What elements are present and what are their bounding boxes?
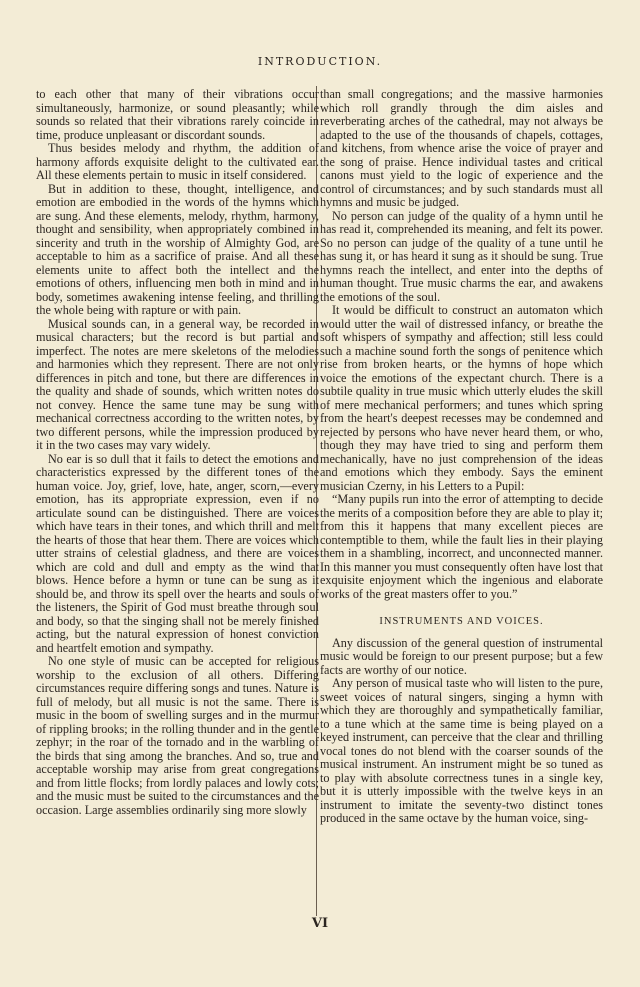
- paragraph: than small congregations; and the massive harmonies which roll grandly through the dim aisles and reverberating arches of the cathedral, may not always be adapted to the use of the thousands of chapels, cottages, and kitchens, from whence arise the voice of prayer and the song of praise. Hence individual tastes and critical canons must yield to the logic of experience and the control of circumstances; and by such standards must all hymns and music be judged.: [320, 87, 603, 209]
- right-column: [320, 88, 603, 826]
- running-header: INTRODUCTION.: [257, 55, 383, 68]
- paragraph: It would be difficult to construct an automaton which would utter the wail of distressed infancy, or breathe the soft whispers of sympathy and affection; still less could such a machine sound forth the songs of penitence which rise from broken hearts, or the hymns of hope which voice the emotions of the expectant church. There is a subtile quality in true music which utterly eludes the skill of mere mechanical performers; and tunes which spring from the heart's deepest recesses may be condemned and rejected by persons who have never heard them, or who, though they may have tried to sing and perform them mechanically, have no just comprehension of the ideas and emotions which they embody. Says the eminent musician Czerny, in his Letters to a Pupil:: [320, 303, 603, 493]
- section-heading: INSTRUMENTS AND VOICES.: [379, 616, 544, 627]
- paragraph: But in addition to these, thought, intelligence, and emotion are embodied in the words of the hymns which are sung. And these elements, melody, rhythm, harmony, thought and sensibility, when appropriately combined in sincerity and truth in the worship of Almighty God, are acceptable to him as a sacrifice of praise. And all these elements unite to affect both the intellect and the emotions of others, influencing men both in mind and in body, sometimes awakening intense feeling, and thrilling the whole being with rapture or with pain.: [36, 181, 319, 317]
- paragraph: No ear is so dull that it fails to detect the emotions and characteristics expressed by the different tones of the human voice. Joy, grief, love, hate, anger, scorn,—every emotion, has its appropriate expression, even if no articulate sound can be distinguished. There are voices which have tears in their tones, and which thrill and melt the hearts of those that hear them. There are voices which utter strains of celestial gladness, and there are voices which are cold and dull and empty as the wind that blows. Hence before a hymn or tune can be sung as it should be, and throw its spell over the hearts and souls of the listeners, the Spirit of God must breathe through soul and body, so that the singing shall not be merely finished acting, but the natural expression of honest conviction and heartfelt emotion and sympathy.: [36, 451, 319, 655]
- paragraph: Thus besides melody and rhythm, the addition of harmony affords exquisite delight to the cultivated ear. All these elements pertain to music in itself considered.: [36, 141, 319, 182]
- paragraph: No person can judge of the quality of a hymn until he has read it, comprehended its meaning, and felt its power. So no person can judge of the quality of a tune until he has sung it, or has heard it sung as it should be sung. True hymns reach the intellect, and enter into the depths of human thought. True music charms the ear, and awakens the emotions of the soul.: [320, 208, 603, 304]
- page-number: VI: [311, 916, 329, 931]
- paragraph: Any person of musical taste who will listen to the pure, sweet voices of natural singers, singing a hymn with which they are thoroughly and sympathetically familiar, to a tune which at the same time is being played on a keyed instrument, can perceive that the clear and thrilling vocal tones do not blend with the coarser sounds of the musical instrument. An instrument might be so tuned as to play with absolute correctness tunes in a single key, but it is utterly impossible with the twelve keys in an instrument to imitate the seventy-two distinct tones produced in the same octave by the human voice, sing-: [320, 676, 603, 825]
- paragraph: No one style of music can be accepted for religious worship to the exclusion of all others. Differing circumstances require differing songs and tunes. Nature is full of melody, but all music is not the same. There is music in the boom of swelling surges and in the murmur of rippling brooks; in the rolling thunder and in the gentle zephyr; in the roar of the tornado and in the warbling of the birds that sing among the branches. And so, true and acceptable worship may arise from great congregations and from little flocks; from lordly palaces and lowly cots; and the music must be suited to the circumstances and the occasion. Large assemblies ordinarily sing more slowly: [36, 654, 319, 817]
- paragraph: Any discussion of the general question of instrumental music would be foreign to our present purpose; but a few facts are worthy of our notice.: [320, 635, 603, 677]
- quotation: “Many pupils run into the error of attempting to decide the merits of a composition before they are able to play it; from this it happens that many excellent pieces are contemptible to them, while the fault lies in their playing them in a shambling, incorrect, and unconnected manner. In this manner you must consequently often have lost that exquisite enjoyment which the ingenious and elaborate works of the great masters offer to you.”: [320, 492, 603, 601]
- left-column: [36, 88, 319, 817]
- paragraph: to each other that many of their vibrations occur simultaneously, harmonize, or sound pleasantly; while sounds so related that their vibrations rarely coincide in time, produce unpleasant or discordant sounds.: [36, 87, 319, 142]
- paragraph: Musical sounds can, in a general way, be recorded in musical characters; but the record is but partial and imperfect. The notes are mere skeletons of the melodies and harmonies which they represent. There are not only differences in pitch and tone, but there are differences in the quality and shade of sounds, which written notes do not convey. Hence the same tune may be sung with mechanical correctness according to the written notes, by two different persons, while the impression produced by it in the two cases may vary widely.: [36, 316, 319, 452]
